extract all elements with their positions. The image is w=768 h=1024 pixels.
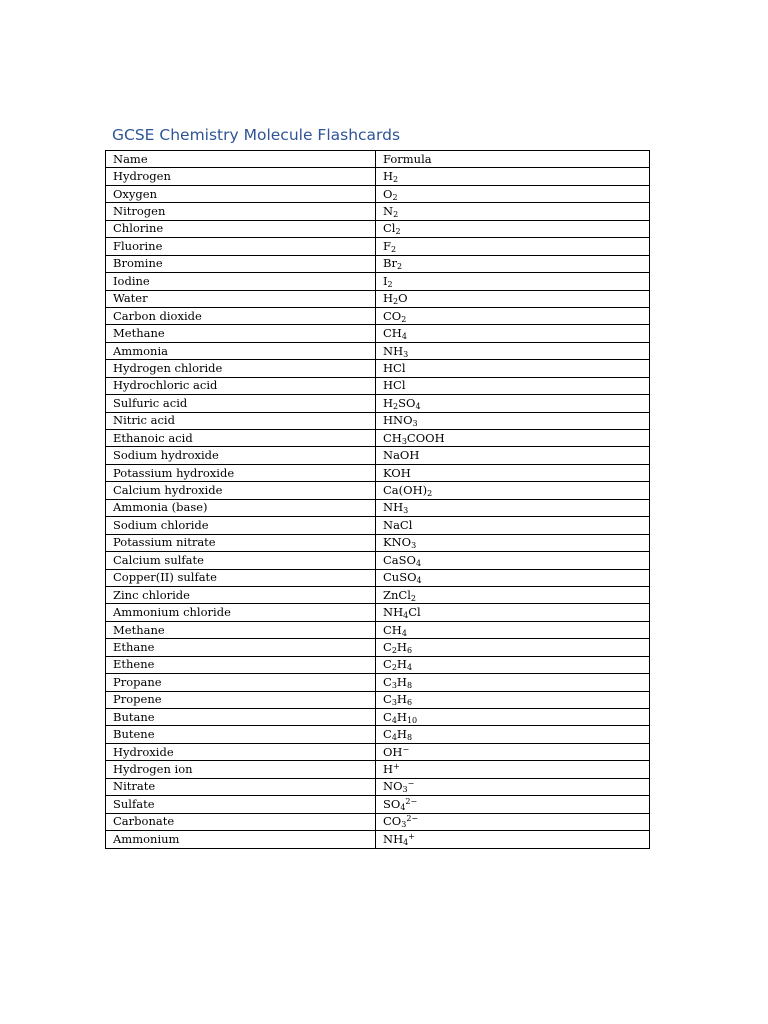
table-row <box>106 273 650 290</box>
molecule-formula-cell: $H_2O$ <box>376 290 650 307</box>
molecule-formula-cell: OH− <box>376 743 650 760</box>
table-row <box>106 534 650 551</box>
molecule-name-cell: Ammonium chloride <box>106 604 376 621</box>
molecule-formula-cell: $CH_4$ <box>376 621 650 638</box>
molecule-formula-cell: NaCl <box>376 517 650 534</box>
table-row <box>106 778 650 795</box>
molecule-name-cell: Hydrochloric acid <box>106 377 376 394</box>
molecule-table <box>105 150 650 849</box>
molecule-name-cell: Chlorine <box>106 220 376 237</box>
molecule-formula-cell: $CO_3^{2-}$ <box>376 813 650 830</box>
column-header-formula: Formula <box>376 151 650 168</box>
table-body <box>106 151 650 849</box>
molecule-name-cell: Ethene <box>106 656 376 673</box>
molecule-name-cell: Hydrogen ion <box>106 761 376 778</box>
molecule-name-cell: Nitrate <box>106 778 376 795</box>
molecule-name-cell: Butane <box>106 709 376 726</box>
molecule-formula-cell: $H_2SO_4$ <box>376 395 650 412</box>
table-row <box>106 220 650 237</box>
table-row <box>106 203 650 220</box>
molecule-formula-cell: $C_3H_6$ <box>376 691 650 708</box>
molecule-formula-cell: $NH_4^+$ <box>376 831 650 848</box>
table-row <box>106 325 650 342</box>
molecule-formula-cell: $Br_2$ <box>376 255 650 272</box>
table-row <box>106 656 650 673</box>
molecule-name-cell: Sodium hydroxide <box>106 447 376 464</box>
table-row <box>106 674 650 691</box>
table-row <box>106 360 650 377</box>
molecule-formula-cell: $C_4H_{10}$ <box>376 709 650 726</box>
column-header-name: Name <box>106 151 376 168</box>
molecule-name-cell: Carbon dioxide <box>106 307 376 324</box>
molecule-formula-cell: $H_2$ <box>376 168 650 185</box>
table-row <box>106 586 650 603</box>
molecule-formula-cell: $O_2$ <box>376 185 650 202</box>
table-row <box>106 377 650 394</box>
table-row <box>106 569 650 586</box>
molecule-name-cell: Carbonate <box>106 813 376 830</box>
molecule-name-cell: Ammonia (base) <box>106 499 376 516</box>
table-row <box>106 621 650 638</box>
molecule-name-cell: Nitric acid <box>106 412 376 429</box>
molecule-name-cell: Calcium sulfate <box>106 552 376 569</box>
molecule-name-cell: Calcium hydroxide <box>106 482 376 499</box>
table-row <box>106 552 650 569</box>
molecule-formula-cell: $C_3H_8$ <box>376 674 650 691</box>
molecule-formula-cell: $NH_3$ <box>376 499 650 516</box>
table-row <box>106 395 650 412</box>
molecule-name-cell: Bromine <box>106 255 376 272</box>
molecule-name-cell: Hydrogen <box>106 168 376 185</box>
molecule-name-cell: Ethanoic acid <box>106 430 376 447</box>
molecule-name-cell: Butene <box>106 726 376 743</box>
table-row <box>106 813 650 830</box>
molecule-formula-cell: $C_2H_4$ <box>376 656 650 673</box>
molecule-name-cell: Ethane <box>106 639 376 656</box>
molecule-formula-cell: $C_4H_8$ <box>376 726 650 743</box>
table-row <box>106 743 650 760</box>
molecule-formula-cell: $HNO_3$ <box>376 412 650 429</box>
molecule-name-cell: Ammonium <box>106 831 376 848</box>
header-row <box>106 151 650 168</box>
molecule-name-cell: Propene <box>106 691 376 708</box>
molecule-name-cell: Methane <box>106 325 376 342</box>
molecule-name-cell: Iodine <box>106 273 376 290</box>
table-row <box>106 412 650 429</box>
molecule-formula-cell: $Ca(OH)_2$ <box>376 482 650 499</box>
molecule-formula-cell: $NO_3^-$ <box>376 778 650 795</box>
molecule-formula-cell: ZnCl$_2$ <box>376 586 650 603</box>
table-row <box>106 238 650 255</box>
molecule-formula-cell: NaOH <box>376 447 650 464</box>
table-row <box>106 639 650 656</box>
table-row <box>106 342 650 359</box>
molecule-formula-cell: CuSO$_4$ <box>376 569 650 586</box>
molecule-formula-cell: H+ <box>376 761 650 778</box>
table-row <box>106 307 650 324</box>
molecule-name-cell: Hydrogen chloride <box>106 360 376 377</box>
molecule-formula-cell: $CH_3COOH$ <box>376 430 650 447</box>
table-row <box>106 517 650 534</box>
table-row <box>106 761 650 778</box>
molecule-name-cell: Copper(II) sulfate <box>106 569 376 586</box>
molecule-name-cell: Ammonia <box>106 342 376 359</box>
molecule-formula-cell: $CO_2$ <box>376 307 650 324</box>
table-row <box>106 430 650 447</box>
molecule-name-cell: Nitrogen <box>106 203 376 220</box>
molecule-formula-cell: $NH_3$ <box>376 342 650 359</box>
table-row <box>106 464 650 481</box>
molecule-name-cell: Fluorine <box>106 238 376 255</box>
table-row <box>106 255 650 272</box>
molecule-formula-cell: $Cl_2$ <box>376 220 650 237</box>
molecule-formula-cell: HCl <box>376 360 650 377</box>
table-row <box>106 709 650 726</box>
table-row <box>106 796 650 813</box>
molecule-name-cell: Potassium nitrate <box>106 534 376 551</box>
table-row <box>106 290 650 307</box>
table-row <box>106 185 650 202</box>
table-row <box>106 726 650 743</box>
molecule-name-cell: Zinc chloride <box>106 586 376 603</box>
molecule-formula-cell: KOH <box>376 464 650 481</box>
molecule-name-cell: Potassium hydroxide <box>106 464 376 481</box>
molecule-name-cell: Methane <box>106 621 376 638</box>
table-row <box>106 831 650 848</box>
molecule-formula-cell: $N_2$ <box>376 203 650 220</box>
table-row <box>106 604 650 621</box>
table-row <box>106 168 650 185</box>
table-row <box>106 447 650 464</box>
molecule-name-cell: Hydroxide <box>106 743 376 760</box>
molecule-formula-cell: HCl <box>376 377 650 394</box>
molecule-formula-cell: $CH_4$ <box>376 325 650 342</box>
table-row <box>106 499 650 516</box>
molecule-name-cell: Oxygen <box>106 185 376 202</box>
molecule-formula-cell: CaSO$_4$ <box>376 552 650 569</box>
molecule-name-cell: Sulfate <box>106 796 376 813</box>
molecule-name-cell: Water <box>106 290 376 307</box>
molecule-formula-cell: $SO_4^{2-}$ <box>376 796 650 813</box>
table-row <box>106 482 650 499</box>
page-title: GCSE Chemistry Molecule Flashcards <box>112 126 401 144</box>
molecule-formula-cell: $F_2$ <box>376 238 650 255</box>
molecule-name-cell: Sulfuric acid <box>106 395 376 412</box>
molecule-name-cell: Sodium chloride <box>106 517 376 534</box>
molecule-name-cell: Propane <box>106 674 376 691</box>
molecule-formula-cell: $NH_4Cl$ <box>376 604 650 621</box>
molecule-formula-cell: $C_2H_6$ <box>376 639 650 656</box>
molecule-formula-cell: $I_2$ <box>376 273 650 290</box>
molecule-formula-cell: $KNO_3$ <box>376 534 650 551</box>
table-row <box>106 691 650 708</box>
